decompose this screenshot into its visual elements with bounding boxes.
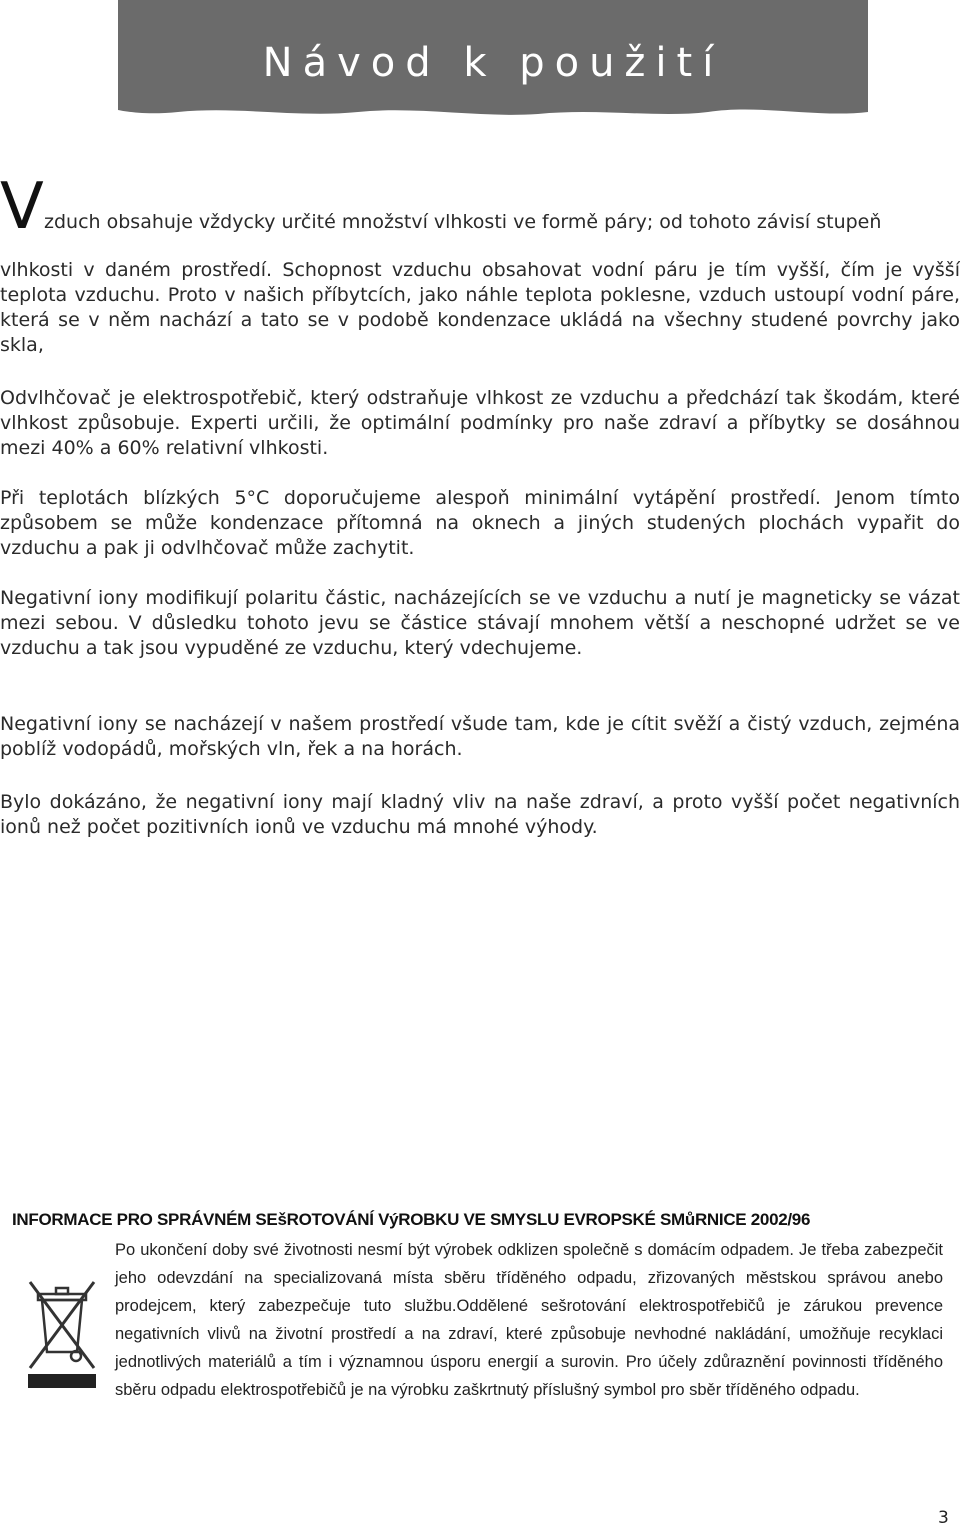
paragraph-dehumidifier-text: Odvlhčovač je elektrospotřebič, který odstraňuje vlhkost ze vzduchu a předchází tak škodám, které vlhkost způsobuje. Experti určili, že optimální podmínky pro naše zdraví a příbytky se dosáhnou mezi 40% a 60% relativní vlhkosti. [0, 387, 960, 459]
crossed-out-wheelie-bin-icon [24, 1276, 100, 1394]
paragraph-negative-ions-text: Negativní iony modifikují polaritu částic, nacházejících se ve vzduchu a nutí je magneticky se vázat mezi sebou. V důsledku tohoto jevu se částice stávají mnohem větší a neschopné udržet se ve vzduchu a tak jsou vypuděné ze vzduchu, který vdechujeme. [0, 587, 960, 659]
header-banner [118, 0, 868, 118]
paragraph-ion-benefits [0, 790, 960, 840]
drop-cap: V [0, 170, 44, 244]
paragraph-ion-benefits-text: Bylo dokázáno, že negativní iony mají kladný vliv na naše zdraví, a proto vyšší počet negativních ionů než počet pozitivních ionů ve vzduchu má mnohé výhody. [0, 791, 960, 838]
page-title: Návod k použití [262, 40, 724, 86]
weee-body: Po ukončení doby své životnosti nesmí být výrobek odklizen společně s domácím odpadem. Je třeba zabezpečit jeho odevzdání na specializovaná místa sběru tříděného odpadu, zřizovaných městskou správou anebo prodejcem, který zabezpečuje tuto službu.Oddělené sešrotování elektrospotřebičů je zárukou prevence negativních vlivů na životní prostředí a na zdraví, které způsobuje nevhodné nakládání, umožňuje recyklaci jednotlivých materiálů a tím i významnou úsporu energií a surovin. Pro účely zdůraznění povinnosti tříděného sběru odpadu elektrospotřebičů je na výrobku zaškrtnutý příslušný symbol pro sběr tříděného odpadu. [115, 1241, 943, 1399]
paragraph-ion-locations-text: Negativní iony se nacházejí v našem prostředí všude tam, kde je cítit svěží a čistý vzduch, zejména poblíž vodopádů, mořských vln, řek a na horách. [0, 713, 960, 760]
paragraph-ion-locations [0, 712, 960, 762]
page-number: 3 [938, 1508, 949, 1528]
paragraph-temperature [0, 486, 960, 561]
intro-paragraph [0, 258, 960, 358]
paragraph-dehumidifier [0, 386, 960, 461]
paragraph-temperature-text: Při teplotách blízkých 5°C doporučujeme alespoň minimální vytápění prostředí. Jenom tímto způsobem se může kondenzace přítomná na oknech a jiných studených plochách vypařit do vzduchu a pak ji odvlhčovač může zachytit. [0, 487, 960, 559]
weee-heading: INFORMACE PRO SPRÁVNÉM SEšROTOVÁNÍ VýROBKU VE SMYSLU EVROPSKÉ SMůRNICE 2002/96 [12, 1210, 811, 1229]
intro-paragraph-text: vlhkosti v daném prostředí. Schopnost vzduchu obsahovat vodní páru je tím vyšší, čím je vyšší teplota vzduchu. Proto v našich příbytcích, jako náhle teplota poklesne, vzduch ustoupí vodní páre, která se v něm nachází a tato se v podobě kondenzace ukládá na všechny studené povrchy jako skla, [0, 259, 960, 356]
paragraph-negative-ions [0, 586, 960, 661]
intro-first-line-text: zduch obsahuje vždycky určité množství vlhkosti ve formě páry; od tohoto závisí stupeň [44, 211, 882, 233]
